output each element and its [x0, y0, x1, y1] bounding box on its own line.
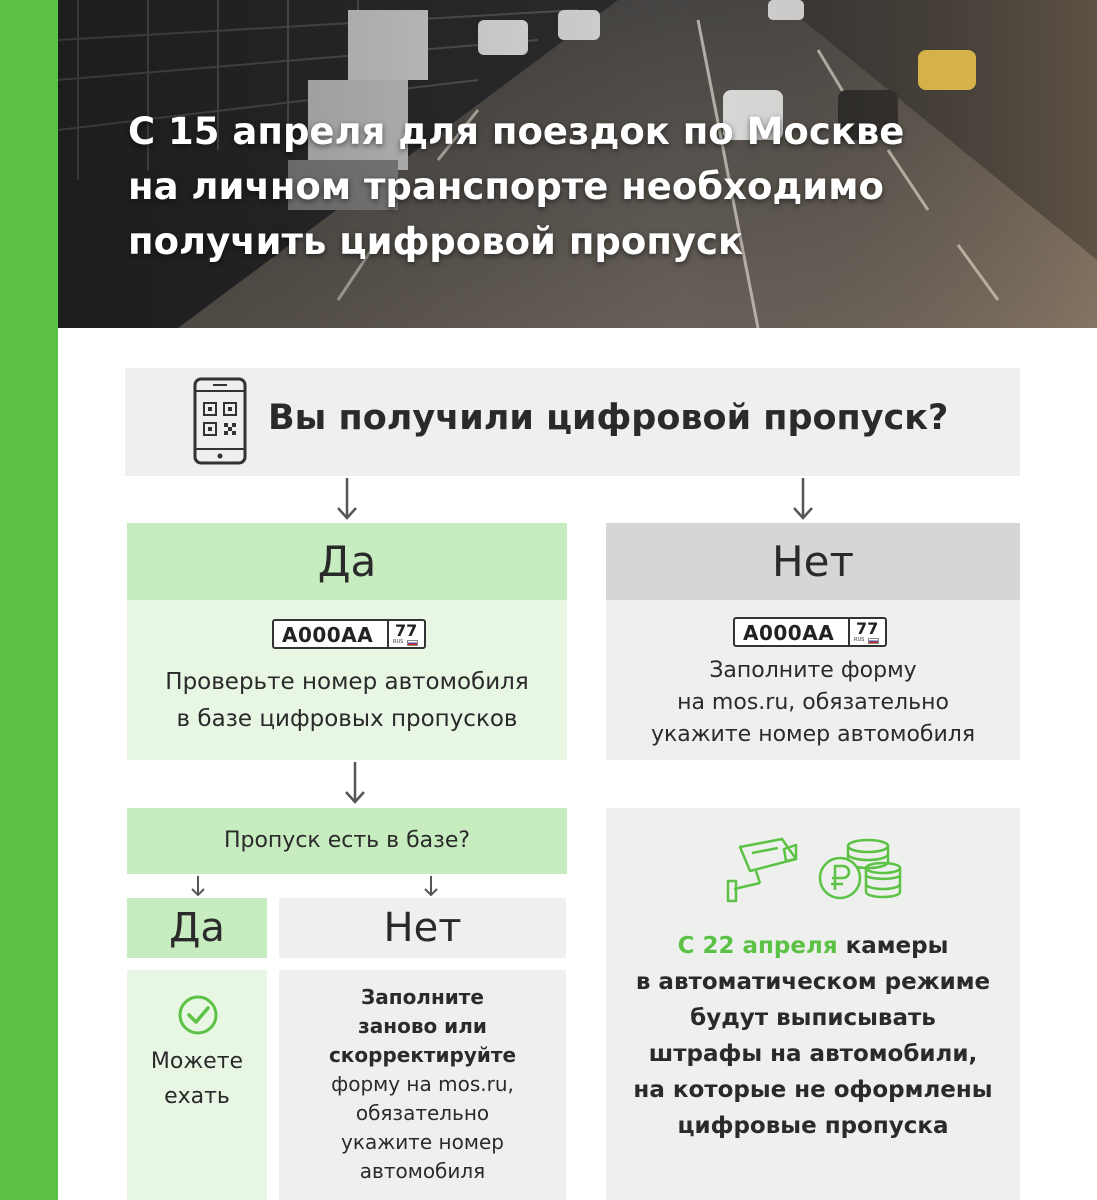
sub-question-box	[127, 808, 567, 874]
flag-icon	[868, 638, 879, 644]
check-circle-icon	[177, 994, 219, 1036]
sub-yes-panel	[127, 970, 267, 1200]
license-plate	[733, 617, 887, 647]
text-line: обязательно	[355, 1101, 490, 1125]
text-line: Заполните форму	[709, 658, 917, 683]
text-line: форму на mos.ru,	[331, 1072, 514, 1096]
plate-region: 77	[856, 619, 879, 638]
hero-title-line: получить цифровой пропуск	[128, 220, 744, 263]
text-line: Заполните	[361, 985, 484, 1009]
text-line: в базе цифровых пропусков	[176, 706, 518, 732]
sub-question-text: Пропуск есть в базе?	[223, 828, 471, 853]
text-line: автомобиля	[359, 1159, 486, 1183]
fines-panel	[606, 808, 1020, 1200]
text-line: будут выписывать	[690, 1005, 936, 1031]
flag-icon	[407, 640, 418, 646]
no-panel	[606, 600, 1020, 760]
hero-title-line: С 15 апреля для поездок по Москве	[128, 110, 905, 153]
sub-yes-heading: Да	[127, 898, 267, 958]
yes-instructions	[127, 664, 567, 738]
plate-country: RUS	[854, 637, 865, 643]
plate-region: 77	[395, 621, 418, 640]
side-accent-bar	[0, 0, 58, 1200]
sub-yes-text	[127, 1044, 267, 1114]
sub-no-panel	[279, 970, 566, 1200]
text-line: на которые не оформлены	[633, 1077, 993, 1103]
plate-number: А000АА	[743, 621, 835, 645]
plate-number: А000АА	[282, 623, 374, 647]
hero-title	[128, 104, 1028, 269]
text-line: на mos.ru, обязательно	[677, 690, 949, 715]
text-line: Проверьте номер автомобиля	[165, 669, 529, 695]
no-heading: Нет	[606, 523, 1020, 600]
text-line: Можете	[150, 1049, 244, 1074]
question-text: Вы получили цифровой пропуск?	[268, 398, 949, 438]
text-line: укажите номер	[341, 1130, 504, 1154]
text-line: укажите номер автомобиля	[650, 722, 976, 747]
text-fragment: камеры	[837, 933, 949, 959]
yes-heading: Да	[127, 523, 567, 600]
fines-text	[606, 928, 1020, 1144]
phone-qr-icon	[193, 377, 247, 465]
text-line: цифровые пропуска	[677, 1113, 949, 1139]
text-line: ехать	[164, 1084, 230, 1109]
arrow-down-icon	[190, 876, 206, 898]
arrow-down-icon	[335, 478, 359, 522]
license-plate	[272, 619, 426, 649]
no-instructions	[606, 655, 1020, 751]
text-line: в автоматическом режиме	[635, 969, 991, 995]
question-box	[125, 368, 1020, 476]
arrow-down-icon	[343, 762, 367, 806]
text-line: заново или	[358, 1014, 487, 1038]
hero-banner	[58, 0, 1097, 328]
hero-title-line: на личном транспорте необходимо	[128, 165, 884, 208]
arrow-down-icon	[423, 876, 439, 898]
text-line: штрафы на автомобили,	[648, 1041, 978, 1067]
sub-no-heading: Нет	[279, 898, 566, 958]
camera-icon	[726, 833, 798, 903]
date-highlight: С 22 апреля	[677, 933, 838, 959]
arrow-down-icon	[791, 478, 815, 522]
text-line: скорректируйте	[328, 1043, 517, 1067]
yes-panel	[127, 600, 567, 760]
text-line	[606, 928, 1020, 964]
sub-no-text	[279, 983, 566, 1186]
plate-country: RUS	[393, 639, 404, 645]
coins-ruble-icon	[816, 838, 902, 902]
